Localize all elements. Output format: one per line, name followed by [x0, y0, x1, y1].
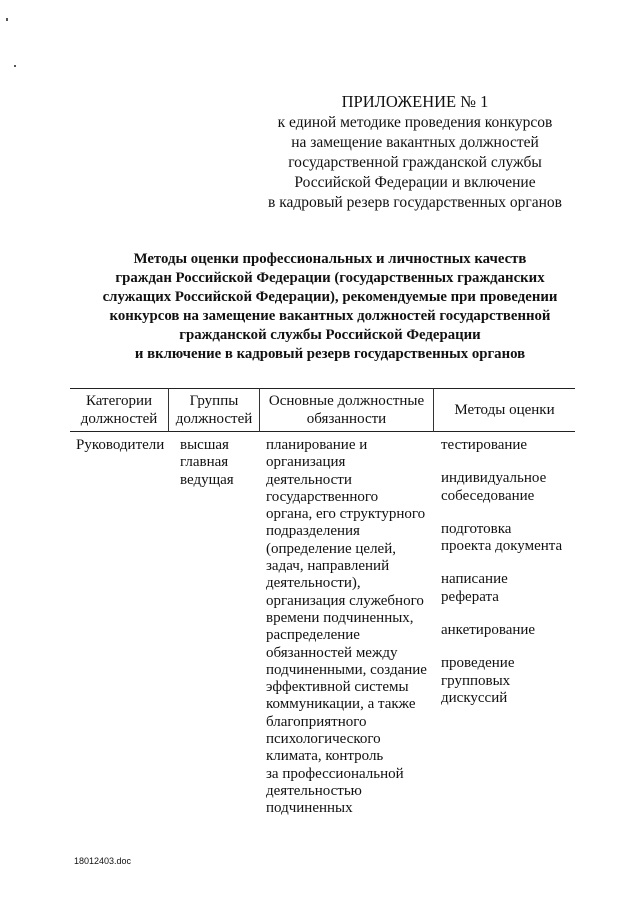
duty-line: обязанностей между: [266, 644, 398, 661]
duty-line: государственного: [266, 488, 379, 505]
heading-line: конкурсов на замещение вакантных должностей государственной: [109, 308, 551, 324]
header-methods-line: Методы оценки: [454, 402, 555, 418]
appendix-line: государственной гражданской службы: [288, 154, 542, 171]
duty-line: за профессиональной: [266, 765, 404, 782]
group-item: главная: [180, 454, 229, 471]
duty-line: задач, направлений: [266, 558, 390, 575]
duty-line: деятельностью: [266, 782, 362, 799]
table-top-rule: [70, 388, 575, 389]
method-line: групповых: [441, 672, 511, 689]
row-groups: [180, 437, 234, 489]
duty-line: организация: [266, 454, 346, 471]
method-item: [441, 571, 562, 606]
method-line: собеседование: [441, 487, 535, 504]
method-item: [441, 521, 562, 556]
method-line: написание: [441, 571, 508, 588]
method-line: реферата: [441, 588, 499, 605]
duty-line: органа, его структурного: [266, 506, 426, 523]
method-line: индивидуальное: [441, 470, 547, 487]
scan-speck: [14, 65, 16, 67]
row-category: Руководители: [76, 437, 165, 453]
method-line: проекта документа: [441, 538, 563, 555]
header-groups-line: Группы: [189, 393, 239, 409]
method-item: [441, 622, 562, 639]
method-line: анкетирование: [441, 622, 536, 639]
header-duties-line: Основные должностные: [268, 393, 425, 409]
header-category: [70, 392, 168, 428]
duty-line: коммуникации, а также: [266, 696, 416, 713]
table-header-rule: [70, 431, 575, 432]
header-category-line: должностей: [80, 411, 158, 427]
heading-line: служащих Российской Федерации), рекомендуемые при проведении: [102, 289, 558, 305]
method-item: [441, 437, 562, 454]
duty-line: планирование и: [266, 437, 368, 453]
duty-line: организация служебного: [266, 592, 424, 609]
duty-line: деятельности),: [266, 575, 361, 592]
appendix-line: Российской Федерации и включение: [294, 174, 536, 191]
heading-line: и включение в кадровый резерв государственных органов: [134, 346, 526, 362]
footer-filename: 18012403.doc: [74, 856, 132, 866]
header-methods: [434, 401, 575, 419]
scan-speck: [6, 18, 8, 21]
duty-line: распределение: [266, 627, 360, 644]
row-duties: [266, 437, 427, 818]
group-item: высшая: [180, 437, 229, 453]
appendix-line: к единой методике проведения конкурсов: [277, 114, 553, 131]
document-heading: [70, 250, 590, 364]
duty-line: климата, контроль: [266, 748, 384, 765]
appendix-line: в кадровый резерв государственных органов: [268, 194, 562, 211]
method-line: дискуссий: [441, 689, 508, 706]
duty-line: подразделения: [266, 523, 360, 540]
appendix-line: на замещение вакантных должностей: [291, 134, 539, 151]
duty-line: деятельности: [266, 471, 352, 488]
duty-line: подчиненных: [266, 800, 353, 817]
heading-line: граждан Российской Федерации (государственных гражданских: [115, 270, 545, 286]
duty-line: времени подчиненных,: [266, 609, 414, 626]
duty-line: подчиненными, создание: [266, 661, 427, 678]
header-duties-line: обязанности: [306, 411, 387, 427]
duty-line: эффективной системы: [266, 679, 409, 696]
appendix-title: ПРИЛОЖЕНИЕ № 1: [341, 92, 489, 111]
header-groups-line: должностей: [175, 411, 253, 427]
method-item: [441, 655, 562, 707]
header-duties: [260, 392, 433, 428]
method-item: [441, 470, 562, 505]
appendix-block: [250, 92, 580, 213]
method-line: подготовка: [441, 520, 512, 537]
header-category-line: Категории: [85, 393, 153, 409]
heading-line: гражданской службы Российской Федерации: [179, 327, 481, 343]
heading-line: Методы оценки профессиональных и личностных качеств: [133, 251, 527, 267]
row-methods: [441, 437, 562, 723]
duty-line: психологического: [266, 731, 381, 748]
header-groups: [169, 392, 259, 428]
duty-line: (определение целей,: [266, 540, 396, 557]
duty-line: благоприятного: [266, 713, 367, 730]
group-item: ведущая: [180, 471, 234, 488]
method-line: проведение: [441, 655, 515, 672]
method-line: тестирование: [441, 437, 528, 453]
